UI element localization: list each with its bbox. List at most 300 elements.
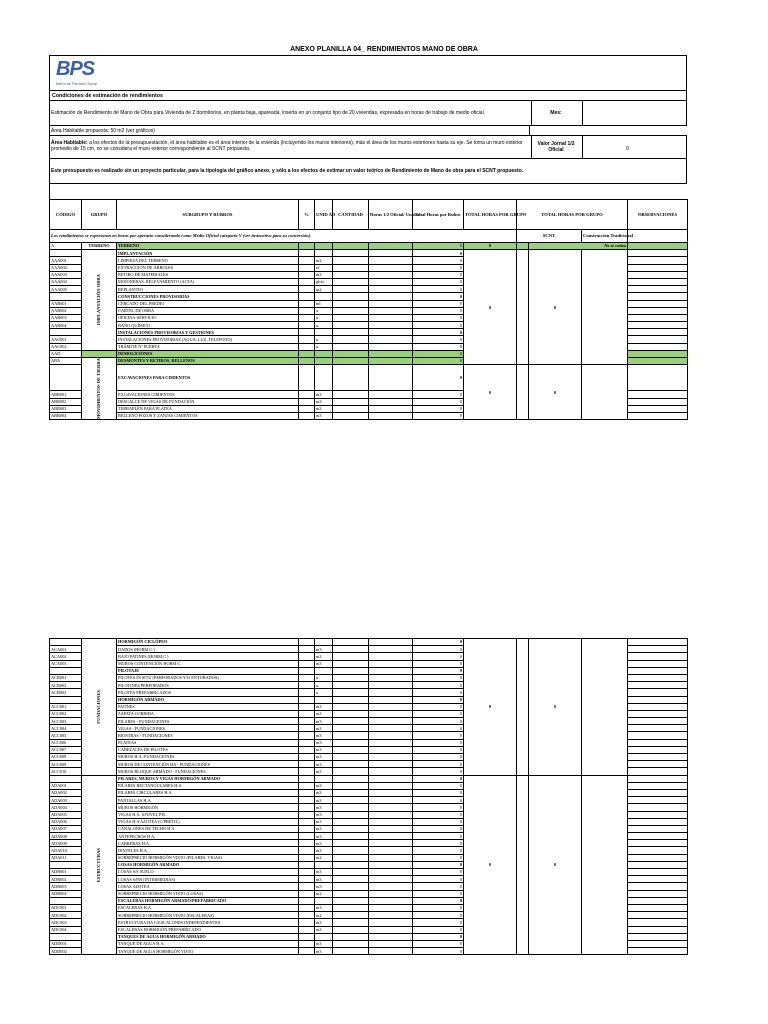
row-code: ABA — [50, 358, 82, 365]
row-unit: m3 — [315, 646, 333, 653]
row-unit: m3 — [315, 948, 333, 955]
row-total-rubro: 0 — [413, 861, 464, 868]
row-horas — [369, 674, 413, 681]
row-total-rubro: 0 — [413, 250, 464, 257]
row-horas — [369, 293, 413, 300]
row-cantidad — [333, 833, 369, 840]
scnt-spacer — [517, 365, 529, 420]
row-pct — [299, 639, 315, 646]
row-unit: m2 — [315, 912, 333, 919]
row-unit: m3 — [315, 804, 333, 811]
row-pct — [299, 250, 315, 257]
row-observaciones — [628, 775, 688, 782]
row-rubro: RETIRO DE MATERIALES — [117, 271, 299, 278]
row-unit: m3 — [315, 847, 333, 854]
row-total-rubro: 0 — [413, 391, 464, 398]
row-horas — [369, 897, 413, 904]
row-cantidad — [333, 912, 369, 919]
row-unit — [315, 329, 333, 336]
row-rubro: VIGAS H.A AZOTEA (C/PRETIL) — [117, 818, 299, 825]
row-observaciones — [628, 336, 688, 343]
row-cantidad — [333, 710, 369, 717]
row-unit: m3 — [315, 818, 333, 825]
row-pct — [299, 775, 315, 782]
row-horas — [369, 358, 413, 365]
row-cantidad — [333, 336, 369, 343]
row-rubro: EXCAVACIONES CIMIENTOS — [117, 391, 299, 398]
row-unit: glob. — [315, 278, 333, 285]
col-tradicional: Construcción Tradicional — [582, 230, 628, 243]
row-code: ADA007 — [50, 825, 82, 832]
row-code: ACC002 — [50, 710, 82, 717]
row-pct — [299, 646, 315, 653]
row-horas — [369, 718, 413, 725]
row-pct — [299, 782, 315, 789]
row-rubro: ESCALERAS HORMIGÓN PREFABRICADO — [117, 926, 299, 933]
row-cantidad — [333, 940, 369, 947]
row-total-rubro: 0 — [413, 811, 464, 818]
row-cantidad — [333, 314, 369, 321]
row-pct — [299, 883, 315, 890]
row-code — [50, 639, 82, 646]
scnt-spacer — [517, 243, 529, 250]
row-code: ABB001 — [50, 391, 82, 398]
row-horas — [369, 789, 413, 796]
row-total-rubro: 0 — [413, 840, 464, 847]
row-rubro: BAJO PATINES (HORM.C.) — [117, 653, 299, 660]
row-total-rubro: 0 — [413, 674, 464, 681]
row-unit: m3 — [315, 405, 333, 412]
row-code — [50, 775, 82, 782]
mes-label: Mes: — [550, 110, 562, 116]
group-label-text: IMPLANTACIÓN OBRA — [96, 274, 102, 326]
row-cantidad — [333, 322, 369, 329]
row-code: ADA003 — [50, 797, 82, 804]
logo-subtitle: Banco de Previsión Social — [56, 82, 97, 86]
logo: BPS — [56, 58, 95, 80]
scnt-total: 0 — [529, 365, 582, 420]
tradicional-total — [582, 250, 628, 365]
col-cantidad: CANTIDAD — [333, 200, 369, 230]
row-observaciones — [628, 271, 688, 278]
col-subgrupo: SUBGRUPO Y RUBROS — [117, 200, 299, 230]
row-code: ABB002 — [50, 398, 82, 405]
row-observaciones — [628, 250, 688, 257]
row-cantidad — [333, 300, 369, 307]
row-rubro: DINTELES H.A. — [117, 847, 299, 854]
row-total-rubro: 0 — [413, 405, 464, 412]
row-horas — [369, 412, 413, 419]
row-unit: id — [315, 264, 333, 271]
scnt-total: 0 — [529, 775, 582, 955]
row-code: ADA002 — [50, 789, 82, 796]
row-horas — [369, 782, 413, 789]
row-horas — [369, 840, 413, 847]
row-horas — [369, 768, 413, 775]
row-code: ADC003 — [50, 919, 82, 926]
row-rubro: CABEZALES DE PILOTES — [117, 746, 299, 753]
row-unit: m3 — [315, 869, 333, 876]
row-total-rubro: 0 — [413, 412, 464, 419]
row-code: AAB002 — [50, 307, 82, 314]
row-rubro: PILOTES IN SITU (PERFORADOS Y/O ENTUBADOS) — [117, 674, 299, 681]
row-pct — [299, 940, 315, 947]
row-code: ACC009 — [50, 761, 82, 768]
row-code: AAB003 — [50, 314, 82, 321]
row-observaciones — [628, 639, 688, 646]
row-horas — [369, 912, 413, 919]
row-unit: m3 — [315, 811, 333, 818]
row-rubro: BAÑO QUÍMICO — [117, 322, 299, 329]
row-rubro: PILOTES PREFABRICADOS — [117, 689, 299, 696]
row-total-rubro: 0 — [413, 883, 464, 890]
rendimientos-note: Los rendimientos se expresaran en horas por operario considerando como Medio Oficial categoría V (ver instructivo para su conversión). — [50, 230, 517, 243]
row-total-rubro: 0 — [413, 343, 464, 350]
row-rubro: MUROS BLOQUE ARMADO - FUNDACIONES — [117, 768, 299, 775]
row-observaciones — [628, 343, 688, 350]
row-cantidad — [333, 725, 369, 732]
row-rubro: RIOSTRAS - FUNDACIONES — [117, 732, 299, 739]
row-rubro: DEMOLICIONES — [117, 350, 299, 357]
group-label-text: FUNDACIONES — [96, 689, 102, 724]
row-total-rubro: 0 — [413, 876, 464, 883]
row-rubro: HORMIGÓN ARMADO — [117, 696, 299, 703]
row-horas — [369, 811, 413, 818]
row-cantidad — [333, 847, 369, 854]
row-code: ACC007 — [50, 746, 82, 753]
row-pct — [299, 358, 315, 365]
row-rubro: VIGAS H.A. S/NIVEL P.B. — [117, 811, 299, 818]
row-code: ADA006 — [50, 818, 82, 825]
row-horas — [369, 948, 413, 955]
row-cantidad — [333, 398, 369, 405]
row-code: ADA010 — [50, 847, 82, 854]
row-code: ACA001 — [50, 646, 82, 653]
tradicional-total — [582, 639, 628, 776]
row-pct — [299, 890, 315, 897]
row-total-rubro: 0 — [413, 293, 464, 300]
area-def-row — [49, 135, 687, 159]
row-rubro: PANTALLAS H.A. — [117, 797, 299, 804]
row-observaciones — [628, 365, 688, 391]
row-total-rubro: 0 — [413, 365, 464, 391]
row-unit: m3 — [315, 789, 333, 796]
row-unit: ml — [315, 300, 333, 307]
row-cantidad — [333, 264, 369, 271]
group-total: 0 — [464, 639, 517, 776]
row-unit — [315, 250, 333, 257]
row-total-rubro: 0 — [413, 646, 464, 653]
row-code — [50, 329, 82, 336]
row-code: ACC003 — [50, 718, 82, 725]
scnt-spacer — [517, 250, 529, 365]
row-code: ABB004 — [50, 412, 82, 419]
row-total-rubro: 0 — [413, 761, 464, 768]
row-observaciones — [628, 674, 688, 681]
row-rubro: CANALONES DE TECHO H.A — [117, 825, 299, 832]
row-horas — [369, 933, 413, 940]
row-cantidad — [333, 243, 369, 250]
row-code: ACC001 — [50, 703, 82, 710]
row-total-rubro: 0 — [413, 818, 464, 825]
row-code: ADA009 — [50, 840, 82, 847]
row-cantidad — [333, 818, 369, 825]
row-unit: m2 — [315, 890, 333, 897]
row-pct — [299, 789, 315, 796]
row-total-rubro: 0 — [413, 739, 464, 746]
row-cantidad — [333, 307, 369, 314]
row-horas — [369, 398, 413, 405]
row-observaciones — [628, 876, 688, 883]
row-code: AAA005 — [50, 286, 82, 293]
row-observaciones — [628, 300, 688, 307]
row-pct — [299, 329, 315, 336]
row-rubro: TRÁMITE Nº PUERTA — [117, 343, 299, 350]
row-pct — [299, 825, 315, 832]
row-total-rubro: 0 — [413, 257, 464, 264]
row-total-rubro: 0 — [413, 919, 464, 926]
group-label — [82, 250, 117, 351]
col-total-grupo: TOTAL HORAS POR GRUPO — [464, 200, 517, 230]
row-unit — [315, 639, 333, 646]
row-cantidad — [333, 876, 369, 883]
row-pct — [299, 264, 315, 271]
row-observaciones — [628, 264, 688, 271]
row-observaciones — [628, 825, 688, 832]
row-unit: m3 — [315, 271, 333, 278]
row-unit: m3 — [315, 391, 333, 398]
row-rubro: TANQUES DE AGUA HORMIGÓN ARMADO — [117, 933, 299, 940]
row-observaciones — [628, 761, 688, 768]
row-unit: m3 — [315, 782, 333, 789]
row-total-rubro: 0 — [413, 869, 464, 876]
row-pct — [299, 904, 315, 911]
row-horas — [369, 639, 413, 646]
row-group: TERRENO — [82, 243, 117, 250]
row-pct — [299, 761, 315, 768]
row-total-rubro: 0 — [413, 696, 464, 703]
row-pct — [299, 912, 315, 919]
row-pct — [299, 948, 315, 955]
row-pct — [299, 797, 315, 804]
row-rubro: DESMONTES Y RETIROS, RELLENOS — [117, 358, 299, 365]
row-rubro: HORMIGÓN CICLÓPEO — [117, 639, 299, 646]
row-horas — [369, 746, 413, 753]
group-label — [82, 358, 117, 420]
row-total-rubro: 0 — [413, 926, 464, 933]
row-cantidad — [333, 926, 369, 933]
row-unit: m3 — [315, 718, 333, 725]
row-horas — [369, 391, 413, 398]
scnt-total: 0 — [529, 250, 582, 365]
row-pct — [299, 653, 315, 660]
row-cantidad — [333, 761, 369, 768]
row-total-rubro: 0 — [413, 703, 464, 710]
row-code: ACC006 — [50, 739, 82, 746]
row-total-rubro: 0 — [413, 271, 464, 278]
row-cantidad — [333, 405, 369, 412]
row-total-rubro: 0 — [413, 307, 464, 314]
row-cantidad — [333, 412, 369, 419]
row-code: ADD002 — [50, 948, 82, 955]
row-rubro: MUROS HORMIGÓN — [117, 804, 299, 811]
col-grupo: GRUPO — [82, 200, 117, 230]
row-pct — [299, 926, 315, 933]
row-unit — [315, 350, 333, 357]
row-pct — [299, 300, 315, 307]
row-observaciones — [628, 391, 688, 398]
row-cantidad — [333, 789, 369, 796]
row-horas — [369, 329, 413, 336]
row-observaciones — [628, 847, 688, 854]
row-total-rubro: 0 — [413, 897, 464, 904]
row-unit: m3 — [315, 840, 333, 847]
row-observaciones — [628, 869, 688, 876]
row-observaciones — [628, 689, 688, 696]
row-pct — [299, 689, 315, 696]
row-rubro: OFICINA-SERVICIO — [117, 314, 299, 321]
row-pct — [299, 718, 315, 725]
row-total-rubro: 0 — [413, 890, 464, 897]
row-pct — [299, 897, 315, 904]
row-horas — [369, 919, 413, 926]
row-cantidad — [333, 278, 369, 285]
rendimientos-table-2 — [49, 638, 688, 955]
row-unit: m3 — [315, 412, 333, 419]
row-code: ADB003 — [50, 883, 82, 890]
row-pct — [299, 869, 315, 876]
row-total-rubro: 0 — [413, 940, 464, 947]
document-title: ANEXO PLANILLA 04_ RENDIMIENTOS MANO DE OBRA — [290, 46, 478, 53]
row-unit — [315, 243, 333, 250]
row-unit: m3 — [315, 825, 333, 832]
row-rubro: CONSTRUCCIONES PROVISORIAS — [117, 293, 299, 300]
row-total-rubro: 0 — [413, 948, 464, 955]
row-unit: u — [315, 314, 333, 321]
row-total-rubro: 0 — [413, 725, 464, 732]
row-code: ACB002 — [50, 682, 82, 689]
col-total-rubro: Total Horas por Rubro — [413, 200, 464, 230]
row-observaciones — [628, 257, 688, 264]
row-observaciones — [628, 314, 688, 321]
row-horas — [369, 271, 413, 278]
row-unit — [315, 933, 333, 940]
row-cantidad — [333, 854, 369, 861]
row-pct — [299, 876, 315, 883]
row-pct — [299, 840, 315, 847]
row-pct — [299, 243, 315, 250]
row-total-rubro: 0 — [413, 286, 464, 293]
row-cantidad — [333, 861, 369, 868]
row-cantidad — [333, 732, 369, 739]
row-unit: m3 — [315, 926, 333, 933]
group-label — [82, 639, 117, 776]
row-rubro: LIMPIEZA DEL TERRENO — [117, 257, 299, 264]
row-unit: m3 — [315, 940, 333, 947]
estimation-text: Estimación de Rendimiento de Mano de Obra para Vivienda de 2 dormitorios, en planta baja, apareada, inserta en un conjunto tipo de 20 viviendas, expresada en horas de trabajo de medio oficial. — [51, 110, 486, 116]
row-pct — [299, 398, 315, 405]
row-pct — [299, 667, 315, 674]
row-pct — [299, 725, 315, 732]
row-total-rubro: 0 — [413, 689, 464, 696]
row-code: ACB001 — [50, 674, 82, 681]
row-unit: m3 — [315, 398, 333, 405]
row-cantidad — [333, 365, 369, 391]
row-rubro: IMPLANTACIÓN — [117, 250, 299, 257]
col-total-por-grupo: TOTAL HORAS POR GRUPO — [517, 200, 628, 230]
row-unit: m3 — [315, 732, 333, 739]
row-rubro: LOSAS S/P.B (INTERMEDIAS) — [117, 876, 299, 883]
row-total-rubro: 0 — [413, 912, 464, 919]
row-observaciones — [628, 322, 688, 329]
row-total-rubro: 0 — [413, 682, 464, 689]
row-total-rubro: 0 — [413, 350, 464, 357]
row-code: ADC002 — [50, 912, 82, 919]
row-observaciones — [628, 405, 688, 412]
row-horas — [369, 343, 413, 350]
row-pct — [299, 933, 315, 940]
row-observaciones — [628, 653, 688, 660]
row-total-rubro: 0 — [413, 667, 464, 674]
row-rubro: CABRERAS H.A. — [117, 840, 299, 847]
row-pct — [299, 293, 315, 300]
row-group — [82, 350, 117, 357]
row-code: AAB001 — [50, 300, 82, 307]
row-rubro: ESTRUCTURA HA C/ESCALONES INDEPENDIENTES — [117, 919, 299, 926]
group-total: 0 — [464, 365, 517, 420]
row-horas — [369, 869, 413, 876]
row-unit — [315, 897, 333, 904]
row-unit: m3 — [315, 739, 333, 746]
row-code: ADA005 — [50, 811, 82, 818]
row-unit: m3 — [315, 725, 333, 732]
row-cantidad — [333, 660, 369, 667]
row-observaciones — [628, 904, 688, 911]
row-observaciones — [628, 739, 688, 746]
row-total-rubro: 0 — [413, 904, 464, 911]
row-horas — [369, 307, 413, 314]
row-rubro: EXCAVACIONES PARA CIMIENTOS — [117, 365, 299, 391]
row-unit — [315, 861, 333, 868]
row-cantidad — [333, 653, 369, 660]
row-unit: u — [315, 336, 333, 343]
row-cantidad — [333, 646, 369, 653]
row-horas — [369, 904, 413, 911]
row-pct — [299, 674, 315, 681]
row-code: ACC008 — [50, 754, 82, 761]
row-rubro: SOBREPRECIO HORMIGÓN VISTO (LOSAS) — [117, 890, 299, 897]
row-pct — [299, 768, 315, 775]
row-rubro: PLATEAS — [117, 739, 299, 746]
row-total-rubro: 0 — [413, 398, 464, 405]
row-observaciones — [628, 718, 688, 725]
row-unit: m3 — [315, 768, 333, 775]
row-horas — [369, 847, 413, 854]
row-pct — [299, 307, 315, 314]
row-horas — [369, 365, 413, 391]
row-cantidad — [333, 739, 369, 746]
col-horas: Horas 1/2 Oficial/ Unidad — [369, 200, 413, 230]
row-code — [50, 293, 82, 300]
row-total-rubro: 0 — [413, 782, 464, 789]
row-code — [50, 933, 82, 940]
row-horas — [369, 797, 413, 804]
row-observaciones — [628, 667, 688, 674]
row-code: ADB001 — [50, 869, 82, 876]
row-unit: m3 — [315, 653, 333, 660]
row-horas — [369, 314, 413, 321]
col-codigo: CÓDIGO — [50, 200, 82, 230]
